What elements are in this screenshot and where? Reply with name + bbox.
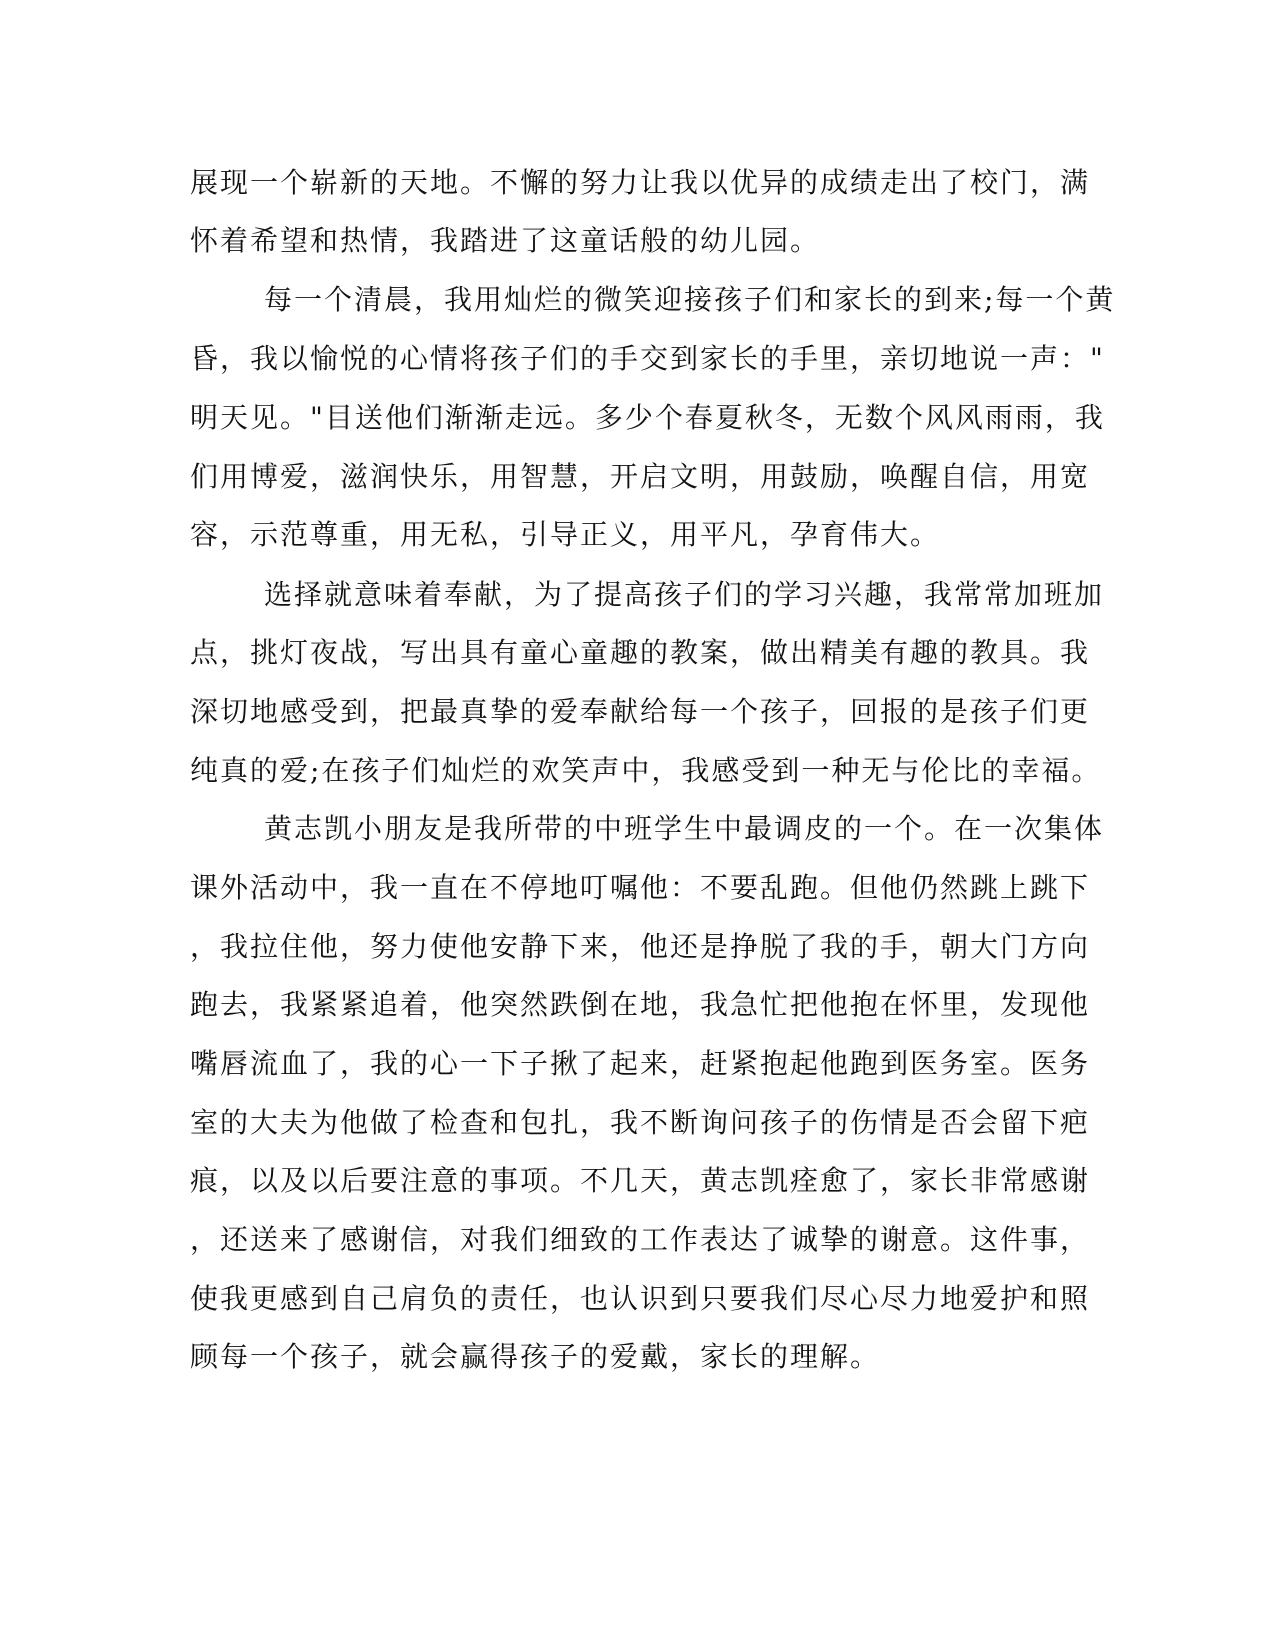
text-line: ，还送来了感谢信，对我们细致的工作表达了诚挚的谢意。这件事， [190,1223,1091,1256]
text-line: ，我拉住他，努力使他安静下来，他还是挣脱了我的手，朝大门方向 [190,930,1091,963]
text-line: 深切地感受到，把最真挚的爱奉献给每一个孩子，回报的是孩子们更 [190,695,1091,728]
text-line: 课外活动中，我一直在不停地叮嘱他：不要乱跑。但他仍然跳上跳下 [190,871,1091,904]
paragraph-first-line: 选择就意味着奉献，为了提高孩子们的学习兴趣，我常常加班加 [264,578,1105,611]
text-line: 顾每一个孩子，就会赢得孩子的爱戴，家长的理解。 [190,1340,881,1373]
paragraph-first-line: 黄志凯小朋友是我所带的中班学生中最调皮的一个。在一次集体 [264,812,1105,845]
text-line: 使我更感到自己肩负的责任，也认识到只要我们尽心尽力地爱护和照 [190,1282,1091,1315]
text-line: 跑去，我紧紧追着，他突然跌倒在地，我急忙把他抱在怀里，发现他 [190,988,1091,1021]
text-line: 室的大夫为他做了检查和包扎，我不断询问孩子的伤情是否会留下疤 [190,1106,1091,1139]
text-line: 纯真的爱;在孩子们灿烂的欢笑声中，我感受到一种无与伦比的幸福。 [190,754,1102,787]
text-line: 嘴唇流血了，我的心一下子揪了起来，赶紧抱起他跑到医务室。医务 [190,1047,1091,1080]
text-line: 点，挑灯夜战，写出具有童心童趣的教案，做出精美有趣的教具。我 [190,636,1091,669]
text-line: 们用博爱，滋润快乐，用智慧，开启文明，用鼓励，唤醒自信，用宽 [190,460,1091,493]
text-line: 容，示范尊重，用无私，引导正义，用平凡，孕育伟大。 [190,518,941,551]
text-line: 怀着希望和热情，我踏进了这童话般的幼儿园。 [190,224,821,257]
text-line: 明天见。"目送他们渐渐走远。多少个春夏秋冬，无数个风风雨雨，我 [190,401,1105,434]
text-line: 痕，以及以后要注意的事项。不几天，黄志凯痊愈了，家长非常感谢 [190,1164,1091,1197]
text-line: 昏，我以愉悦的心情将孩子们的手交到家长的手里，亲切地说一声：" [190,342,1105,375]
text-line: 展现一个崭新的天地。不懈的努力让我以优异的成绩走出了校门，满 [190,166,1091,199]
paragraph-first-line: 每一个清晨，我用灿烂的微笑迎接孩子们和家长的到来;每一个黄 [264,283,1116,316]
